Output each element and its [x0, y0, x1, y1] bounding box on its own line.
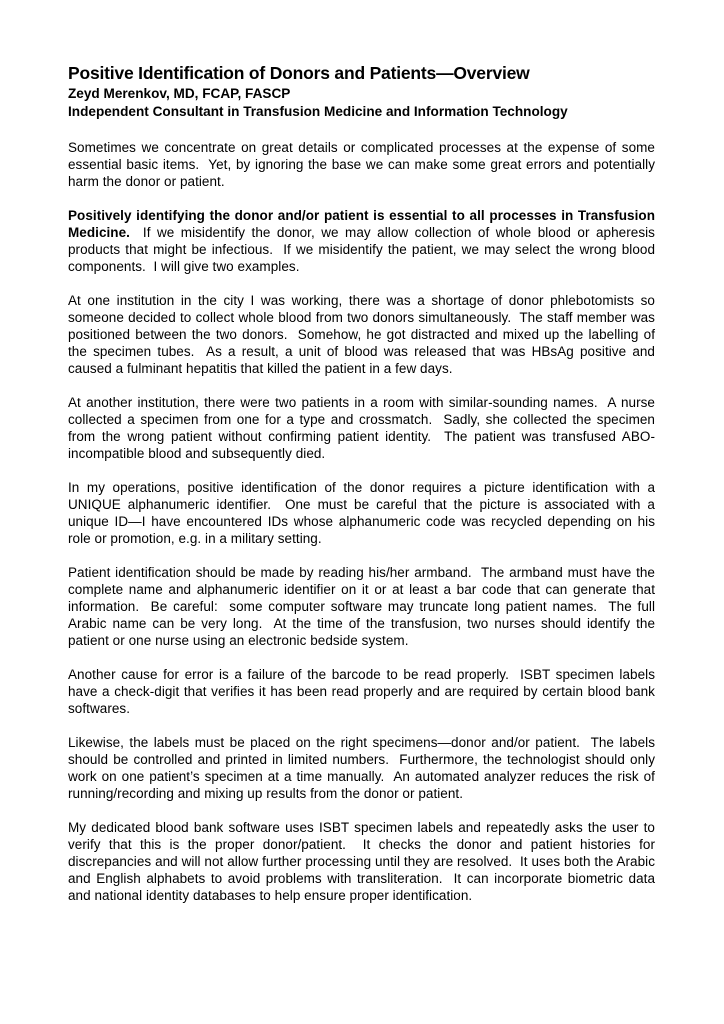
paragraph-text: Another cause for error is a failure of the barcode to be read properly. ISBT specimen labels have a check-digit that verifies it has been read properly and are required by certain blood bank softwares. — [68, 667, 659, 716]
document-body — [68, 139, 659, 904]
paragraph-barcode — [68, 666, 659, 717]
paragraph-text: My dedicated blood bank software uses ISBT specimen labels and repeatedly asks the user to verify that this is the proper donor/patient. It checks the donor and patient histories for discrepancies and will not allow further processing until they are resolved. It uses both the Arabic and English alphabets to avoid problems with transliteration. It can incorporate biometric data and national identity databases to help ensure proper identification. — [68, 820, 659, 903]
paragraph-text: At one institution in the city I was working, there was a shortage of donor phlebotomists so someone decided to collect whole blood from two donors simultaneously. The staff member was positioned between the two donors. Somehow, he got distracted and mixed up the labelling of the specimen tubes. As a result, a unit of blood was released that was HBsAg positive and caused a fulminant hepatitis that killed the patient in a few days. — [68, 293, 659, 376]
paragraph-thesis — [68, 207, 659, 275]
paragraph-text: Likewise, the labels must be placed on the right specimens—donor and/or patient. The labels should be controlled and printed in limited numbers. Furthermore, the technologist should only work on one patient’s specimen at a time manually. An automated analyzer reduces the risk of running/recording and mixing up results from the donor or patient. — [68, 735, 659, 801]
paragraph-text: In my operations, positive identification of the donor requires a picture identification with a UNIQUE alphanumeric identifier. One must be careful that the picture is associated with a unique ID—I have encountered IDs whose alphanumeric code was recycled depending on his role or promotion, e.g. in a military setting. — [68, 480, 659, 546]
document-header — [68, 62, 655, 121]
paragraph-labels — [68, 734, 659, 802]
paragraph-lead-bold: Positively identifying the donor and/or patient is essential to all processes in Transfusion Medicine. — [68, 208, 659, 240]
document-title: Positive Identification of Donors and Patients—Overview — [68, 63, 530, 83]
paragraph-patient-id — [68, 564, 659, 649]
paragraph-software — [68, 819, 659, 904]
affiliation-line: Independent Consultant in Transfusion Medicine and Information Technology — [68, 104, 568, 119]
paragraph-text: If we misidentify the donor, we may allow collection of whole blood or apheresis products that might be infectious. If we misidentify the patient, we may select the wrong blood components. I will give two examples. — [68, 225, 659, 274]
paragraph-example-donor — [68, 292, 659, 377]
author-line: Zeyd Merenkov, MD, FCAP, FASCP — [68, 86, 291, 101]
paragraph-intro — [68, 139, 659, 190]
paragraph-text: Sometimes we concentrate on great details or complicated processes at the expense of some essential basic items. Yet, by ignoring the base we can make some great errors and potentially harm the donor or patient. — [68, 140, 659, 189]
paragraph-example-patient — [68, 394, 659, 462]
paragraph-text: At another institution, there were two patients in a room with similar-sounding names. A nurse collected a specimen from one for a type and crossmatch. Sadly, she collected the specimen from the wrong patient without confirming patient identity. The patient was transfused ABO-incompatible blood and subsequently died. — [68, 395, 659, 461]
paragraph-donor-id — [68, 479, 659, 547]
paragraph-text: Patient identification should be made by reading his/her armband. The armband must have the complete name and alphanumeric identifier on it or at least a bar code that can generate that information. Be careful: some computer software may truncate long patient names. The full Arabic name can be very long. At the time of the transfusion, two nurses should identify the patient or one nurse using an electronic bedside system. — [68, 565, 659, 648]
